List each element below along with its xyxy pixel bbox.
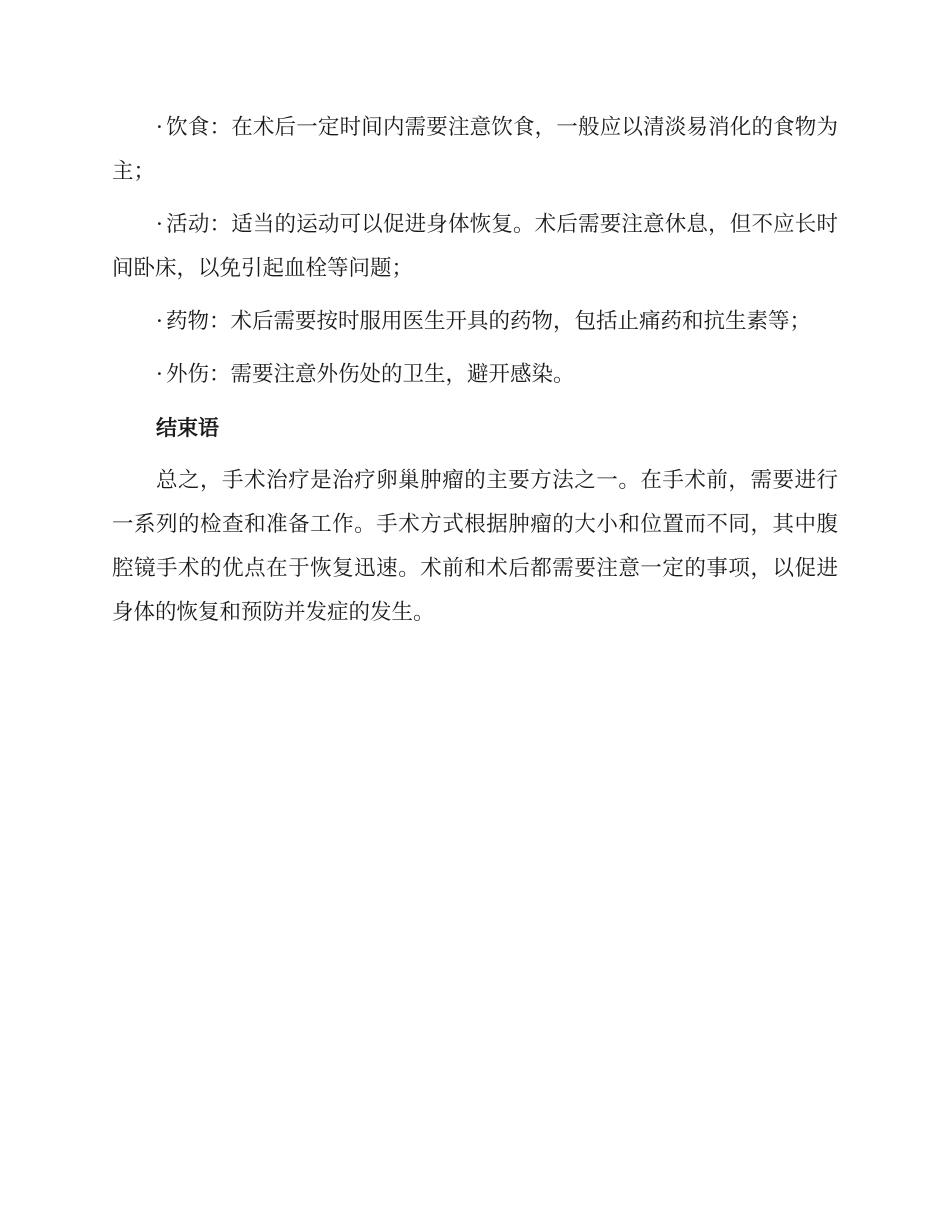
- bullet-mark: ·: [156, 115, 163, 140]
- bullet-text: 活动：适当的运动可以促进身体恢复。术后需要注意休息，但不应长时间卧床，以免引起血栓等问题；: [112, 212, 838, 281]
- document-content: [112, 106, 838, 644]
- conclusion-heading: 结束语: [156, 416, 219, 440]
- bullet-item-medication: [112, 300, 838, 344]
- bullet-item-activity: [112, 203, 838, 291]
- bullet-text: 外伤：需要注意外伤处的卫生，避开感染。: [166, 362, 575, 387]
- bullet-text: 药物：术后需要按时服用医生开具的药物，包括止痛药和抗生素等；: [166, 309, 812, 334]
- bullet-mark: ·: [156, 212, 163, 237]
- bullet-item-wound: [112, 353, 838, 397]
- conclusion-paragraph: 总之，手术治疗是治疗卵巢肿瘤的主要方法之一。在手术前，需要进行一系列的检查和准备工作。手术方式根据肿瘤的大小和位置而不同，其中腹腔镜手术的优点在于恢复迅速。术前和术后都需要注意一定的事项，以促进身体的恢复和预防并发症的发生。: [112, 468, 838, 625]
- bullet-item-diet: [112, 106, 838, 194]
- bullet-mark: ·: [156, 309, 163, 334]
- bullet-text: 饮食：在术后一定时间内需要注意饮食，一般应以清淡易消化的食物为主；: [112, 115, 838, 184]
- bullet-mark: ·: [156, 362, 163, 387]
